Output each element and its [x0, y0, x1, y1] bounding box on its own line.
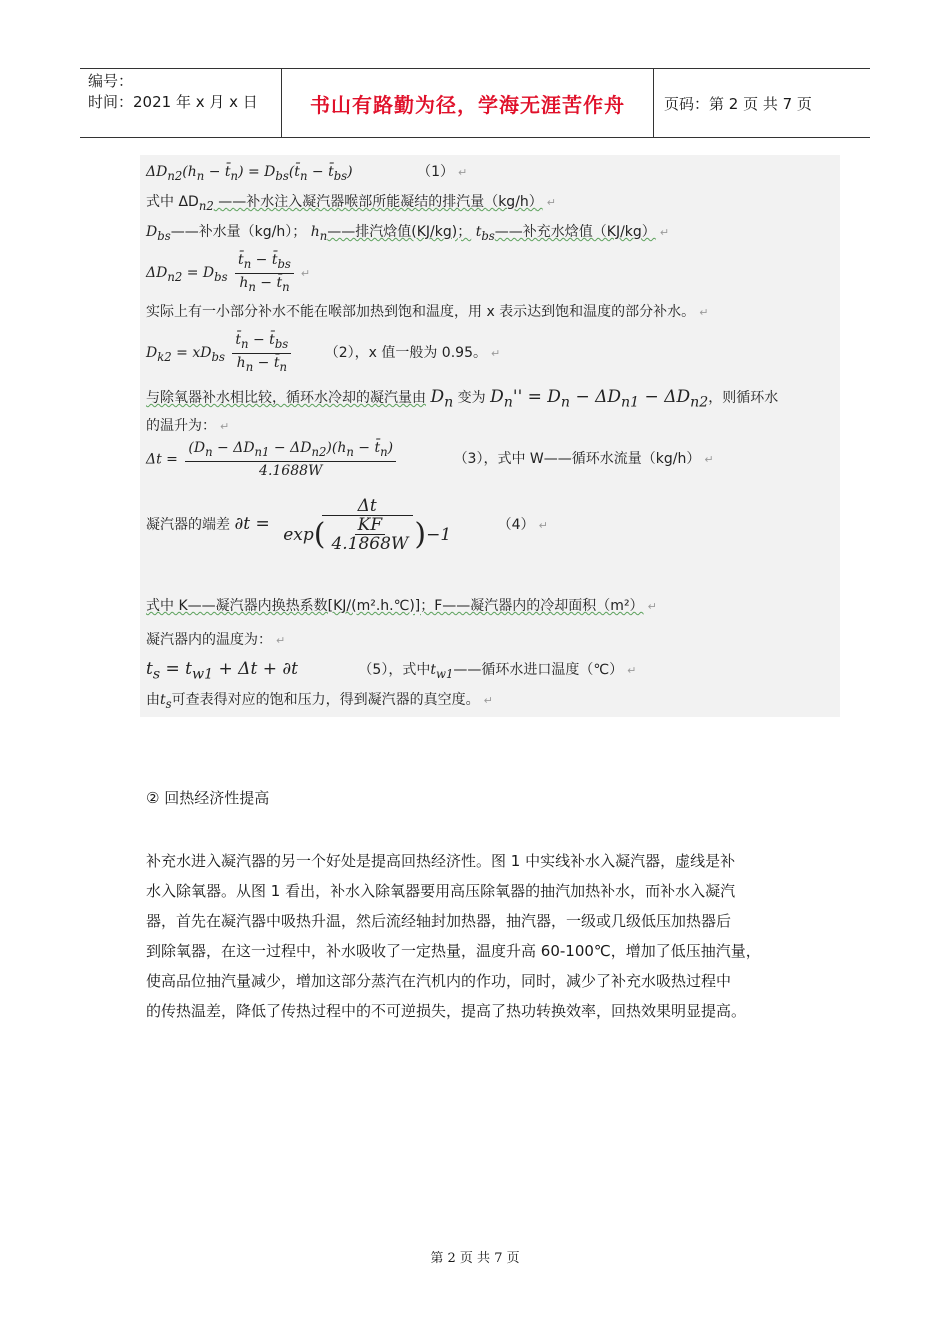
equation-4-inner-den: 4.1868W — [331, 534, 409, 554]
line-vacuum: 由$t_s$可查表得对应的饱和压力，得到凝汽器的真空度。 ↵ — [146, 692, 493, 711]
line2-rest: ——补水注入凝汽器喉部所能凝结的排汽量（kg/h） — [213, 194, 543, 210]
header-motto: 书山有路勤为径，学海无涯苦作舟 — [310, 92, 625, 117]
paragraph-line: 到除氧器，在这一过程中，补水吸收了一定热量，温度升高 60-100℃，增加了低压抽汽量， — [146, 942, 761, 960]
line-variable-definitions: $D_{bs}——$补水量（kg/h）； $h_n——$排汽焓值(KJ/kg)； $t_{bs}——$补充水焓值（KJ/kg） ↵ — [146, 224, 670, 243]
formula-block — [140, 155, 840, 717]
equation-2: $D_{k2} = xD_{bs}$ $\frac{t̄_n - t̄_{bs}}{h_n - t̄_n}$ （2），x 值一般为 0.95。 ↵ — [146, 332, 501, 374]
paragraph-line: 补充水进入凝汽器的另一个好处是提高回热经济性。图 1 中实线补水入凝汽器，虚线是补 — [146, 852, 736, 870]
line11: 凝汽器内的温度为： — [146, 632, 272, 648]
equation-4-number: （4） — [497, 517, 535, 533]
equation-3-denominator: 4.1688W — [259, 462, 323, 479]
document-date: 时间：2021 年 x 月 x 日 — [88, 93, 258, 111]
paragraph-line: 器，首先在凝汽器中吸热升温，然后流经轴封加热器，抽汽器，一级或几级低压加热器后 — [146, 912, 732, 930]
equation-4-numerator: Δt — [322, 497, 413, 516]
header-page-info: 页码：第 2 页 共 7 页 — [664, 94, 812, 113]
equation-4: 凝汽器的端差 ∂t = Δt exp ( $\frac{KF}{4.1868W}$ ) −1 （4） ↵ — [146, 496, 548, 554]
paragraph-line: 的传热温差，降低了传热过程中的不可逆损失，提高了热功转换效率，回热效果明显提高。 — [146, 1002, 747, 1020]
header-page-info-cell — [654, 69, 870, 137]
equation-delta-dn2: $\Delta D_{n2} = D_{bs}$ $\frac{t̄_n - t̄_{bs}}{h_n - t̄_n}$ ↵ — [146, 252, 311, 294]
page-footer: 第 2 页 共 7 页 — [430, 1251, 520, 1266]
line3-c: ——补充水焓值（KJ/kg） — [494, 224, 656, 240]
document-number-label: 编号： — [88, 72, 134, 90]
line8: 的温升为： — [146, 418, 216, 434]
equation-4-label: 凝汽器的端差 — [146, 517, 230, 533]
line13-b: 可查表得对应的饱和压力，得到凝汽器的真空度。 — [171, 692, 480, 708]
line7-a: 与除氧器补水相比较，循环水冷却的凝汽量由 — [146, 390, 426, 406]
line-partial-heating: 实际上有一小部分补水不能在喉部加热到饱和温度，用 x 表示达到饱和温度的部分补水。 ↵ — [146, 304, 709, 320]
page-header — [80, 68, 870, 138]
header-motto-cell — [282, 69, 654, 137]
line13-a: 由 — [146, 692, 160, 708]
line-temperature-rise: 的温升为： ↵ — [146, 418, 230, 434]
line7-c: ，则循环水 — [708, 390, 779, 406]
body-paragraph — [146, 846, 812, 1026]
line-k-f-definitions: 式中 K——凝汽器内换热系数[KJ/(m².h.℃)]；F——凝汽器内的冷却面积（m²） ↵ — [146, 598, 657, 614]
line2-prefix: 式中 ΔD — [146, 194, 199, 210]
paragraph-line: 水入除氧器。从图 1 看出，补水入除氧器要用高压除氧器的抽汽加热补水，而补水入凝汽 — [146, 882, 736, 900]
line-comparison: 与除氧器补水相比较，循环水冷却的凝汽量由 $D_n$ 变为 $D_n'' = D_n - \Delta D_{n1} - \Delta D_{n2}$，则循环水 — [146, 387, 779, 411]
line-condenser-temperature: 凝汽器内的温度为： ↵ — [146, 632, 286, 648]
equation-1-number: （1） — [417, 164, 455, 180]
paragraph-line: 使高品位抽汽量减少，增加这部分蒸汽在汽机内的作功，同时，减少了补充水吸热过程中 — [146, 972, 732, 990]
equation-5-note-rest: ——循环水进口温度（℃） — [453, 662, 624, 678]
line7-b: 变为 — [457, 390, 486, 406]
section-title: ② 回热经济性提高 — [146, 789, 270, 807]
equation-4-inner-num: KF — [355, 516, 386, 535]
line10: 式中 K——凝汽器内换热系数[KJ/(m².h.℃)]；F——凝汽器内的冷却面积（m²） — [146, 598, 644, 614]
equation-2-note: （2），x 值一般为 0.95。 — [324, 345, 487, 362]
line3-a: ——补水量（kg/h）； — [170, 224, 307, 240]
equation-3-note: （3），式中 W——循环水流量（kg/h） — [453, 451, 701, 468]
equation-5: $t_s = t_{w1} + \Delta t + \partial t$ （5），式中$t_{w1}——$循环水进口温度（℃） ↵ — [146, 659, 637, 683]
equation-1: $\Delta D_{n2}(h_n$ − $t̄_n$) = $D_{bs}(t̄_n$ − $t̄_{bs}$) （1） ↵ — [146, 164, 468, 183]
header-meta — [80, 69, 282, 137]
line2-sub: n2 — [198, 198, 214, 213]
line5: 实际上有一小部分补水不能在喉部加热到饱和温度，用 x 表示达到饱和温度的部分补水。 — [146, 304, 696, 320]
equation-3: Δt = $\frac{(D_n - \Delta D_{n1} - \Delta D_{n2})(h_n - t̄_n)}{4.1688W}$ （3），式中 W——循环水流量（kg/h） ↵ — [146, 440, 714, 479]
line3-b: ——排汽焓值(KJ/kg)； — [327, 224, 472, 240]
equation-5-note: （5），式中 — [358, 662, 431, 678]
line-delta-dn2-definition: 式中 $\Delta D_{n2}$ ——补水注入凝汽器喉部所能凝结的排汽量（kg/h） ↵ — [146, 194, 557, 213]
